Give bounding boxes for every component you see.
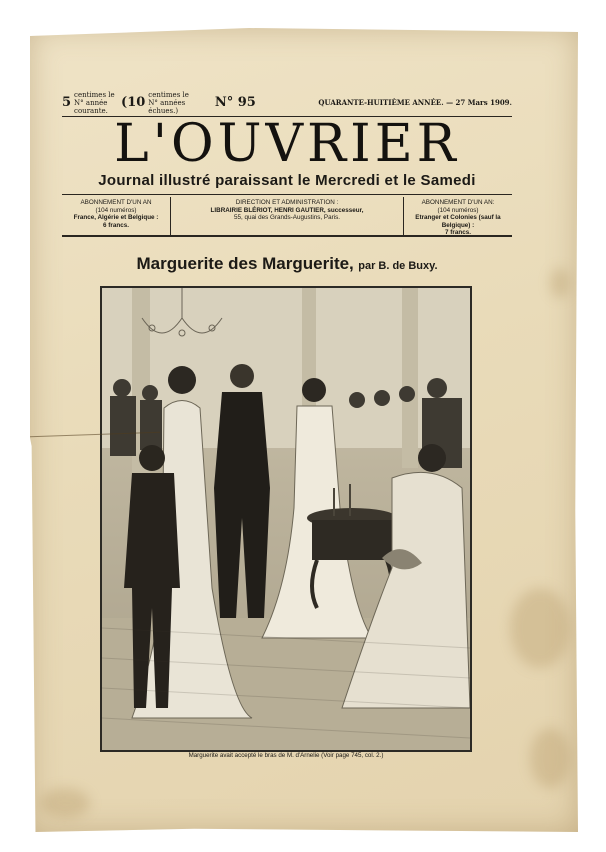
subscription-foreign-title: ABONNEMENT D'UN AN: bbox=[421, 199, 495, 206]
divider bbox=[62, 194, 512, 195]
subscription-domestic-title: ABONNEMENT D'UN AN bbox=[80, 199, 152, 206]
administration-title: DIRECTION ET ADMINISTRATION : bbox=[235, 199, 339, 206]
subscription-domestic-price: 6 francs. bbox=[103, 221, 129, 229]
story-heading bbox=[62, 254, 512, 274]
engraving-illustration bbox=[100, 286, 472, 752]
subscription-foreign bbox=[404, 197, 512, 237]
subscription-foreign-count: (104 numéros) bbox=[437, 206, 479, 214]
story-byline: par B. de Buxy. bbox=[358, 260, 438, 272]
administration-publisher: LIBRAIRIE BLÉRIOT, HENRI GAUTIER, successeur, bbox=[210, 206, 364, 214]
price-back-issues-amount: (10 bbox=[121, 95, 146, 110]
administration-info bbox=[170, 197, 404, 237]
header-line bbox=[62, 90, 512, 117]
price-back-issues-label: centimes le N° années échues.) bbox=[148, 91, 189, 115]
ballroom-scene-image bbox=[102, 288, 470, 750]
story-title: Marguerite des Marguerite, bbox=[136, 254, 354, 273]
subscription-foreign-region: Etranger et Colonies (sauf la Belgique) : bbox=[415, 214, 501, 229]
price-current-label: centimes le N° année courante. bbox=[74, 91, 115, 115]
subscription-domestic-count: (104 numéros) bbox=[95, 206, 137, 214]
issue-number: N° 95 bbox=[214, 95, 256, 110]
illustration-caption: Marguerite avait accepté le bras de M. d'Arnelie (Voir page 745, col. 2.) bbox=[188, 752, 384, 759]
price-current bbox=[62, 91, 192, 115]
issue-date: QUARANTE-HUITIÈME ANNÉE. — 27 Mars 1909. bbox=[318, 98, 512, 107]
administration-address: 55, quai des Grands-Augustins, Paris. bbox=[233, 214, 341, 221]
subscription-domestic-region: France, Algérie et Belgique : bbox=[73, 214, 159, 221]
subscription-foreign-price: 7 francs. bbox=[445, 229, 471, 236]
price-current-amount: 5 bbox=[62, 95, 72, 110]
subscription-domestic bbox=[62, 197, 170, 237]
masthead-subtitle: Journal illustré paraissant le Mercredi et le Samedi bbox=[98, 172, 476, 189]
masthead-title: L'OUVRIER bbox=[114, 114, 460, 174]
subscription-bar bbox=[62, 197, 512, 237]
